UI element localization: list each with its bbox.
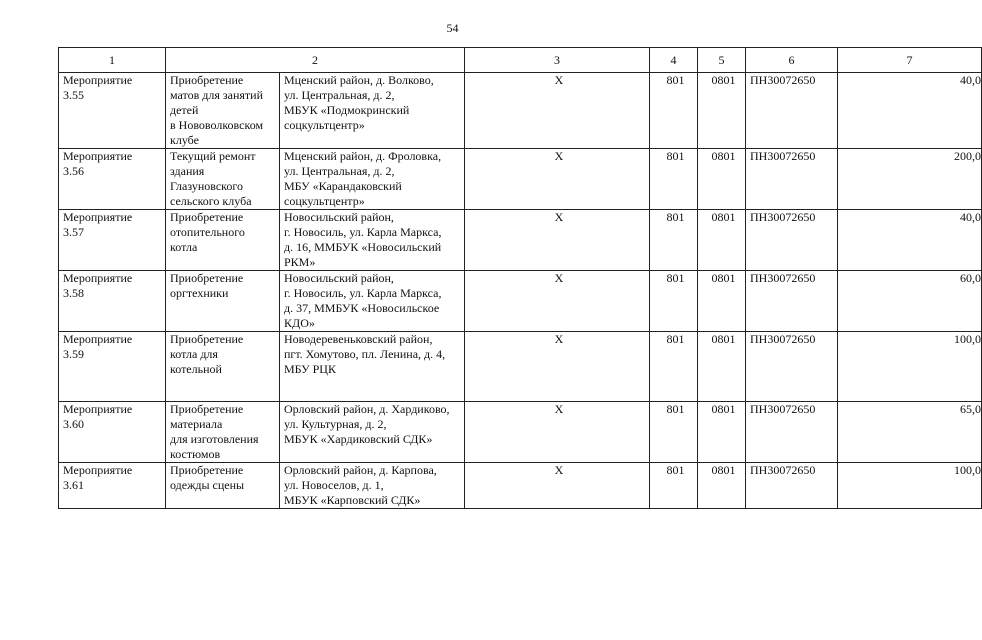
col4-cell: 801	[650, 149, 698, 210]
location-cell-line: Новодеревеньковский район,	[284, 332, 433, 346]
col3-cell: Х	[465, 271, 650, 332]
event-cell-line: Мероприятие	[63, 463, 133, 477]
location-cell	[280, 271, 465, 332]
col7-cell: 40,0	[838, 210, 982, 271]
header-col-1: 1	[59, 48, 166, 73]
name-cell-line: матов для занятий	[170, 88, 263, 102]
event-cell-line: 3.58	[63, 286, 84, 300]
event-cell-line: 3.59	[63, 347, 84, 361]
event-cell-line: Мероприятие	[63, 271, 133, 285]
col4-cell: 801	[650, 402, 698, 463]
location-cell	[280, 149, 465, 210]
name-cell	[166, 149, 280, 210]
location-cell-line: ул. Культурная, д. 2,	[284, 417, 387, 431]
event-cell-line: 3.57	[63, 225, 84, 239]
col4-cell: 801	[650, 210, 698, 271]
location-cell-line: МБУК «Подмокринский	[284, 103, 410, 117]
col7-cell: 100,0	[838, 332, 982, 402]
name-cell-line: в Нововолковском	[170, 118, 264, 132]
col3-cell: Х	[465, 210, 650, 271]
col4-cell: 801	[650, 332, 698, 402]
location-cell-line: г. Новосиль, ул. Карла Маркса,	[284, 286, 442, 300]
event-cell-line: 3.61	[63, 478, 84, 492]
event-cell-line: Мероприятие	[63, 332, 133, 346]
col6-cell: ПН30072650	[746, 463, 838, 509]
header-col-3: 3	[465, 48, 650, 73]
col7-cell: 100,0	[838, 463, 982, 509]
location-cell-line: РКМ»	[284, 255, 316, 269]
event-cell	[59, 210, 166, 271]
location-cell-line: Новосильский район,	[284, 271, 394, 285]
table-body	[59, 73, 982, 509]
name-cell-line: Приобретение	[170, 271, 244, 285]
col6-cell: ПН30072650	[746, 210, 838, 271]
col5-cell: 0801	[698, 402, 746, 463]
event-cell-line: Мероприятие	[63, 210, 133, 224]
location-cell-line: соцкультцентр»	[284, 194, 365, 208]
col6-cell: ПН30072650	[746, 149, 838, 210]
location-cell-line: д. 37, ММБУК «Новосильское	[284, 301, 440, 315]
col5-cell: 0801	[698, 271, 746, 332]
location-cell-line: КДО»	[284, 316, 315, 330]
location-cell-line: Орловский район, д. Карпова,	[284, 463, 437, 477]
table-row	[59, 210, 982, 271]
name-cell-line: оргтехники	[170, 286, 229, 300]
name-cell-line: материала	[170, 417, 223, 431]
col5-cell: 0801	[698, 73, 746, 149]
location-cell-line: Орловский район, д. Хардиково,	[284, 402, 450, 416]
location-cell-line: ул. Центральная, д. 2,	[284, 88, 395, 102]
col6-cell: ПН30072650	[746, 332, 838, 402]
table-row	[59, 463, 982, 509]
header-col-7: 7	[838, 48, 982, 73]
location-cell	[280, 73, 465, 149]
location-cell-line: МБУ «Карандаковский	[284, 179, 402, 193]
name-cell	[166, 332, 280, 402]
location-cell-line: Мценский район, д. Волково,	[284, 73, 434, 87]
name-cell-line: Приобретение	[170, 210, 244, 224]
location-cell-line: МБУ РЦК	[284, 362, 336, 376]
name-cell-line: Приобретение	[170, 73, 244, 87]
location-cell-line: д. 16, ММБУК «Новосильский	[284, 240, 442, 254]
header-col-4: 4	[650, 48, 698, 73]
location-cell	[280, 463, 465, 509]
name-cell-line: Приобретение	[170, 463, 244, 477]
table-row	[59, 149, 982, 210]
name-cell-line: котла для	[170, 347, 218, 361]
event-cell	[59, 73, 166, 149]
col3-cell: Х	[465, 463, 650, 509]
name-cell-line: детей	[170, 103, 199, 117]
col5-cell: 0801	[698, 463, 746, 509]
event-cell-line: Мероприятие	[63, 149, 133, 163]
name-cell-line: сельского клуба	[170, 194, 252, 208]
col5-cell: 0801	[698, 210, 746, 271]
location-cell-line: г. Новосиль, ул. Карла Маркса,	[284, 225, 442, 239]
col6-cell: ПН30072650	[746, 73, 838, 149]
col3-cell: Х	[465, 402, 650, 463]
col7-cell: 40,0	[838, 73, 982, 149]
header-col-6: 6	[746, 48, 838, 73]
col6-cell: ПН30072650	[746, 271, 838, 332]
name-cell-line: для изготовления	[170, 432, 259, 446]
table-row	[59, 73, 982, 149]
page-number: 54	[446, 21, 459, 35]
location-cell-line: Мценский район, д. Фроловка,	[284, 149, 442, 163]
name-cell	[166, 271, 280, 332]
name-cell	[166, 210, 280, 271]
table-row	[59, 402, 982, 463]
event-cell	[59, 149, 166, 210]
location-cell	[280, 402, 465, 463]
location-cell-line: МБУК «Хардиковский СДК»	[284, 432, 433, 446]
col7-cell: 200,0	[838, 149, 982, 210]
header-col-5: 5	[698, 48, 746, 73]
name-cell	[166, 463, 280, 509]
location-cell-line: пгт. Хомутово, пл. Ленина, д. 4,	[284, 347, 446, 361]
col3-cell: Х	[465, 73, 650, 149]
name-cell-line: одежды сцены	[170, 478, 245, 492]
col3-cell: Х	[465, 149, 650, 210]
event-cell-line: Мероприятие	[63, 402, 133, 416]
event-cell	[59, 463, 166, 509]
event-cell-line: 3.60	[63, 417, 84, 431]
table-row	[59, 271, 982, 332]
name-cell-line: Глазуновского	[170, 179, 244, 193]
col4-cell: 801	[650, 463, 698, 509]
location-cell-line: ул. Центральная, д. 2,	[284, 164, 395, 178]
event-cell	[59, 332, 166, 402]
name-cell	[166, 73, 280, 149]
budget-table	[58, 47, 982, 509]
event-cell-line: 3.55	[63, 88, 84, 102]
col6-cell: ПН30072650	[746, 402, 838, 463]
location-cell-line: ул. Новоселов, д. 1,	[284, 478, 384, 492]
col5-cell: 0801	[698, 149, 746, 210]
col4-cell: 801	[650, 271, 698, 332]
name-cell-line: костюмов	[170, 447, 221, 461]
name-cell-line: отопительного	[170, 225, 245, 239]
location-cell	[280, 210, 465, 271]
location-cell-line: Новосильский район,	[284, 210, 394, 224]
col7-cell: 65,0	[838, 402, 982, 463]
location-cell	[280, 332, 465, 402]
col7-cell: 60,0	[838, 271, 982, 332]
event-cell-line: Мероприятие	[63, 73, 133, 87]
name-cell	[166, 402, 280, 463]
name-cell-line: Текущий ремонт	[170, 149, 256, 163]
location-cell-line: МБУК «Карповский СДК»	[284, 493, 421, 507]
location-cell-line: соцкультцентр»	[284, 118, 365, 132]
header-col-2: 2	[166, 48, 465, 73]
event-cell	[59, 402, 166, 463]
header-row	[59, 48, 982, 73]
event-cell	[59, 271, 166, 332]
col4-cell: 801	[650, 73, 698, 149]
col5-cell: 0801	[698, 332, 746, 402]
name-cell-line: Приобретение	[170, 402, 244, 416]
name-cell-line: клубе	[170, 133, 199, 147]
name-cell-line: Приобретение	[170, 332, 244, 346]
name-cell-line: котла	[170, 240, 198, 254]
table-row	[59, 332, 982, 402]
name-cell-line: здания	[170, 164, 205, 178]
event-cell-line: 3.56	[63, 164, 84, 178]
name-cell-line: котельной	[170, 362, 222, 376]
col3-cell: Х	[465, 332, 650, 402]
